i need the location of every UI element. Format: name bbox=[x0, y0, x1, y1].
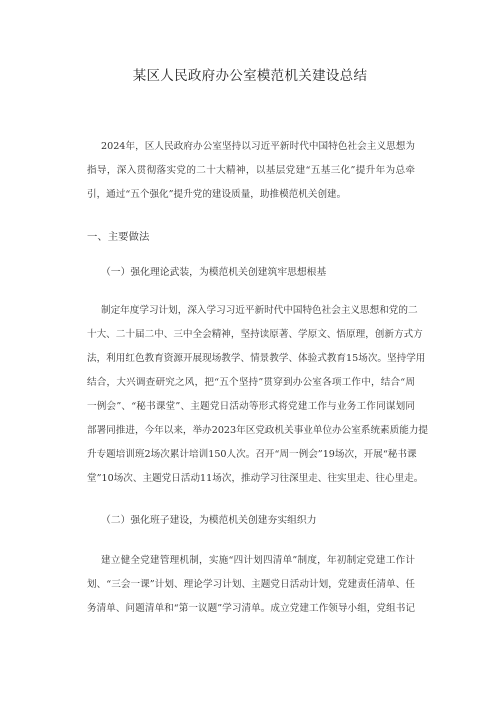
paragraph-line: 部署同推进，今年以来，举办2023年区党政机关事业单位办公室系统素质能力提 bbox=[87, 425, 429, 436]
paragraph-line: 法，利用红色教育资源开展现场教学、情景教学、体验式教育15场次。坚持学用 bbox=[87, 353, 426, 364]
subsection-heading: （一）强化理论武装，为模范机关创建筑牢思想根基 bbox=[101, 267, 327, 278]
paragraph-line: 一例会”、“秘书课堂”、主题党日活动等形式将党建工作与业务工作同谋划同 bbox=[87, 401, 415, 412]
intro-line: 指导，深入贯彻落实党的二十大精神，以基层党建“五基三化”提升年为总牵 bbox=[87, 165, 415, 176]
paragraph-line: 制定年度学习计划，深入学习习近平新时代中国特色社会主义思想和党的二 bbox=[101, 305, 418, 316]
paragraph-line: 堂”10场次、主题党日活动11场次，推动学习往深里走、往实里走、往心里走。 bbox=[87, 473, 424, 484]
subsection-heading: （二）强化班子建设，为模范机关创建夯实组织力 bbox=[101, 515, 317, 526]
paragraph-line: 务清单、问题清单和“第一议题”学习清单。成立党建工作领导小组，党组书记 bbox=[87, 603, 415, 614]
paragraph-line: 建立健全党建管理机制，实施“四计划四清单”制度，年初制定党建工作计 bbox=[101, 555, 415, 566]
paragraph-line: 十大、二十届二中、三中全会精神，坚持读原著、学原文、悟原理，创新方式方 bbox=[87, 329, 423, 340]
intro-line: 引，通过“五个强化”提升党的建设质量，助推模范机关创建。 bbox=[87, 189, 347, 200]
intro-line: 2024年，区人民政府办公室坚持以习近平新时代中国特色社会主义思想为 bbox=[101, 141, 415, 152]
paragraph-line: 升专题培训班2场次累计培训150人次。召开“周一例会”19场次，开展“秘书课 bbox=[87, 449, 417, 460]
document-title: 某区人民政府办公室模范机关建设总结 bbox=[132, 68, 368, 84]
section-heading: 一、主要做法 bbox=[87, 231, 150, 243]
paragraph-line: 结合，大兴调查研究之风，把“五个坚持”贯穿到办公室各项工作中，结合“周 bbox=[87, 377, 415, 388]
paragraph-line: 划、“三会一课”计划、理论学习计划、主题党日活动计划，党建责任清单、任 bbox=[87, 579, 415, 590]
